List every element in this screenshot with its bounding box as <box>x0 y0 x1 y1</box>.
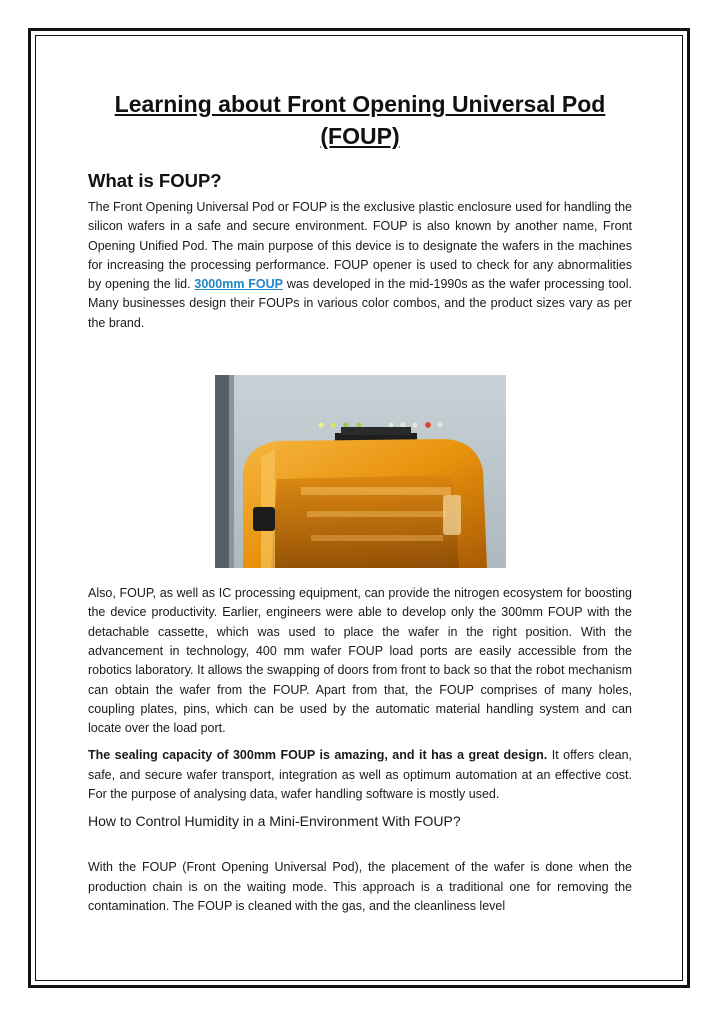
section-heading-what-is-foup: What is FOUP? <box>88 170 222 191</box>
section-heading-humidity: How to Control Humidity in a Mini-Environment With FOUP? <box>88 813 461 830</box>
sealing-capacity-bold: The sealing capacity of 300mm FOUP is amazing, and it has a great design. <box>88 748 548 763</box>
paragraph-wafer-placement: With the FOUP (Front Opening Universal Pod), the placement of the wafer is done when the production chain is on the waiting mode. This approach is a traditional one for removing the contamination. The FOUP is cleaned with the gas, and the cleanliness level <box>88 860 632 913</box>
foup-link[interactable]: 3000mm FOUP <box>194 277 284 292</box>
paragraph-intro-text-b: was developed in the mid-1990s as the wafer processing tool. Many businesses design their FOUPs in various color combos, and the product sizes vary as per the brand. <box>88 277 632 330</box>
paragraph-sealing-capacity <box>88 746 632 804</box>
document-body <box>88 88 632 916</box>
paragraph-intro-text-a: The Front Opening Universal Pod or FOUP is the exclusive plastic enclosure used for handling the silicon wafers in a safe and secure environment. FOUP is also known by another name, Front Opening Unified Pod. The main purpose of this device is to designate the wafers in the machines for increasing the processing performance. FOUP opener is used to check for any abnormalities by opening the lid. <box>88 200 632 292</box>
paragraph-intro <box>88 198 632 333</box>
page-title: Learning about Front Opening Universal Pod (FOUP) <box>114 91 606 149</box>
paragraph-nitrogen-ecosystem: Also, FOUP, as well as IC processing equipment, can provide the nitrogen ecosystem for boosting the device productivity. Earlier, engineers were able to develop only the 300mm FOUP with the detachable cassette, which was used to place the wafer in the right position. With the advancement in technology, 400 mm wafer FOUP load ports are easily accessible from the robotics laboratory. It allows the swapping of doors from front to back so that the robot mechanism can obtain the wafer from the FOUP. Apart from that, the FOUP comprises of many holes, coupling plates, pins, which can be used by the automatic material handling system and can locate over the load port. <box>88 586 632 736</box>
foup-photo <box>215 375 506 568</box>
sealing-capacity-text: It offers clean, safe, and secure wafer transport, integration as well as optimum automation at an effective cost. For the purpose of analysing data, wafer handling software is mostly used. <box>88 748 632 802</box>
